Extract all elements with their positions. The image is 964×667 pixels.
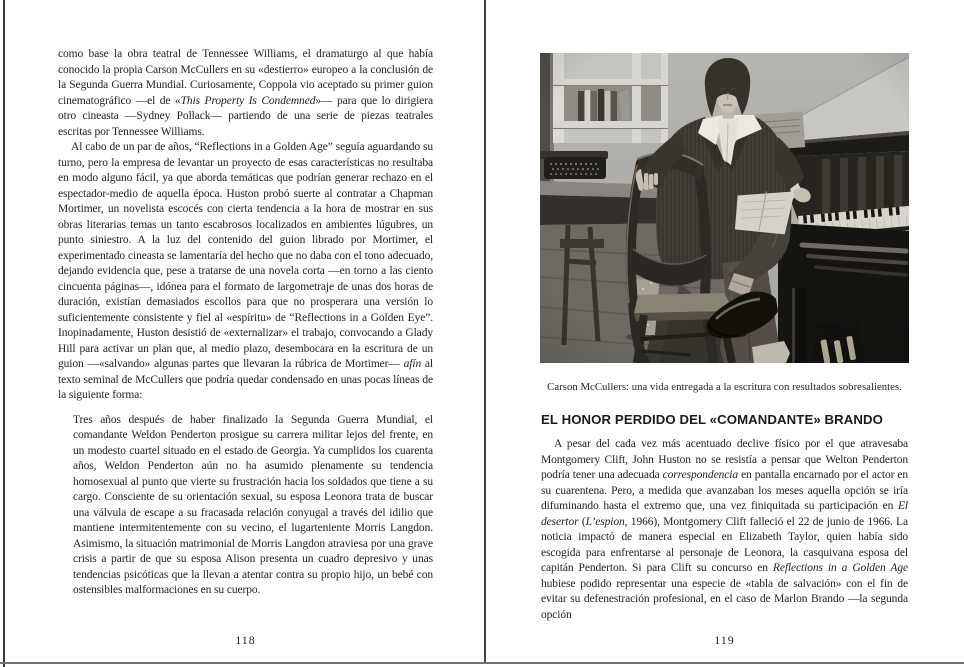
section-heading: EL HONOR PERDIDO DEL «COMANDANTE» BRANDO <box>541 412 884 427</box>
page-number-left: 118 <box>235 633 256 647</box>
page-bottom-edge-line <box>0 662 964 664</box>
page-number-right: 119 <box>714 633 735 647</box>
photo-caption: Carson McCullers: una vida entregada a la escritura con resultados sobresalientes. <box>547 381 902 393</box>
photo-illustration <box>540 53 909 363</box>
vignette <box>540 53 909 363</box>
synopsis-block-quote: Tres años después de haber finalizado la Segunda Guerra Mundial, el comandante Weldon Penderton prosigue su carrera militar lejos del frente, en un modesto cuartel situado en el estado de Georgia. Ya cumplidos los cuarenta años, Weldon Penderton aún no ha asumido plenamente su tendencia homosexual al punto que vierte su frustración hacia los soldados que tiene a su cargo. Consciente de su orientación sexual, su esposa Leonora trata de buscar una válvula de escape a su fracasada relación conyugal a través del idilio que mantiene intermitentemente con su vecino, el lugarteniente Morris Langdon. Asimismo, la situación matrimonial de Morris Langdon atraviesa por una grave crisis a partir de que su esposa Alison presenta un cuadro depresivo y unas tendencias psicóticas que la llevan a atentar contra su propio hijo, un bebé con ostensibles malformaciones en su cuerpo. <box>73 413 433 596</box>
page-left-edge-line <box>3 0 5 667</box>
body-paragraph: como base la obra teatral de Tennessee Williams, el dramaturgo al que había conocido la propia Carson McCullers en su «destierro» europeo a la conclusión de la Segunda Guerra Mundial. Curiosamente, Coppola vio aceptado su primer guion cinematográfico —el de «This Property Is Condemned»— para que lo dirigiera otro cineasta —Sydney Pollack— partiendo de una serie de piezas teatrales escritas por Tennessee Williams. <box>58 48 434 138</box>
body-paragraph: A pesar del cada vez más acentuado declive físico por el que atravesaba Montgomery Clift, John Huston no se resistía a pensar que Welton Penderton podría tener una adecuada correspondencia en pantalla encarnado por el actor en su cuarentena. Pero, a medida que avanzaban los meses aquella opción se iría difuminando hasta el extremo que, una vez finiquitada su participación en El desertor (L’espion, 1966), Montgomery Clift falleció el 22 de junio de 1966. La noticia impactó de manera especial en Elizabeth Taylor, quien había sido escogida para enfrentarse al personaje de Leonora, la casquivana esposa del capitán Penderton. Si para Clift su concurso en Reflections in a Golden Age hubiese podido representar una especie de «tabla de salvación» con el fin de evitar su defenestración profesional, en el caso de Marlon Brando —la segunda opción <box>541 438 909 621</box>
carson-mccullers-photo <box>540 53 909 363</box>
body-paragraph: Al cabo de un par de años, “Reflections in a Golden Age” seguía aguardando su turno, pero la empresa de levantar un proyecto de esas características no resultaba en modo alguno fácil, ya que aborda temáticas que podrían generar rechazo en el espectador-medio de aquella época. Huston probó suerte al contratar a Chapman Mortimer, un novelista escocés con cierta tendencia a la hora de mostrar en sus obras literarias temas un tanto escabrosos localizados en ambientes lúgubres, un punto siniestro. A la luz del contenido del guion librado por Mortimer, el experimentado cineasta se lamentaría del hecho que no daba con el tono adecuado, dejando evidencia que, pese a tratarse de una novela corta —en torno a las ciento cincuenta páginas—, idónea para el formato de largometraje de unas dos horas de duración, existían demasiados escollos para que no prosperara una versión lo suficientemente consistente y fiel al «espíritu» de “Reflections in a Golden Eye”. Inopinadamente, Huston desistió de «externalizar» el trabajo, convocando a Glady Hill para activar un plan que, al medio plazo, desembocara en la escritura de un guion —«salvando» algunas partes que llevaran la rúbrica de Mortimer— afín al texto seminal de McCullers que podría quedar condensado en unas pocas líneas de la siguiente forma: <box>58 141 434 401</box>
page-gutter-line <box>484 0 486 663</box>
page-119-text-column <box>541 437 908 623</box>
page-118-text-column <box>58 47 433 599</box>
